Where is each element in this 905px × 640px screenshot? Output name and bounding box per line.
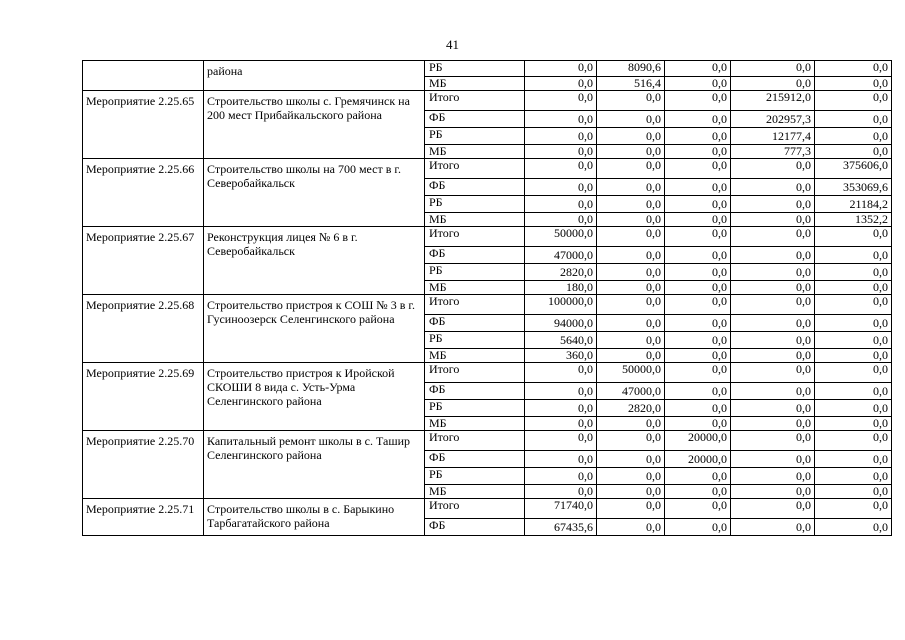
measure-name-cell: Реконструкция лицея № 6 в г. Северобайкальск — [204, 227, 425, 295]
amount-cell: 0,0 — [815, 247, 892, 264]
amount-cell: 0,0 — [597, 315, 665, 332]
amount-cell: 0,0 — [815, 519, 892, 536]
amount-cell: 0,0 — [815, 227, 892, 247]
amount-cell: 0,0 — [597, 111, 665, 128]
amount-cell: 375606,0 — [815, 159, 892, 179]
amount-cell: 0,0 — [731, 213, 815, 227]
amount-cell: 0,0 — [665, 295, 731, 315]
amount-cell: 0,0 — [815, 383, 892, 400]
amount-cell: 0,0 — [525, 91, 597, 111]
amount-cell: 0,0 — [525, 213, 597, 227]
amount-cell: 0,0 — [597, 227, 665, 247]
amount-cell: 0,0 — [597, 519, 665, 536]
amount-cell: 0,0 — [597, 417, 665, 431]
amount-cell: 47000,0 — [525, 247, 597, 264]
amount-cell: 0,0 — [665, 145, 731, 159]
funding-source-cell: ФБ — [425, 383, 525, 400]
amount-cell: 0,0 — [815, 485, 892, 499]
amount-cell: 1352,2 — [815, 213, 892, 227]
amount-cell: 777,3 — [731, 145, 815, 159]
amount-cell: 50000,0 — [525, 227, 597, 247]
table-row — [83, 295, 892, 315]
table-row — [83, 159, 892, 179]
funding-source-cell: Итого — [425, 499, 525, 519]
amount-cell: 0,0 — [597, 451, 665, 468]
amount-cell: 0,0 — [665, 281, 731, 295]
funding-source-cell: ФБ — [425, 247, 525, 264]
measure-code-cell: Мероприятие 2.25.68 — [83, 295, 204, 363]
measure-code-cell: Мероприятие 2.25.66 — [83, 159, 204, 227]
measure-name-cell: Строительство школы в с. Барыкино Тарбагатайского района — [204, 499, 425, 536]
amount-cell: 0,0 — [525, 468, 597, 485]
amount-cell: 20000,0 — [665, 451, 731, 468]
amount-cell: 8090,6 — [597, 61, 665, 77]
amount-cell: 0,0 — [731, 485, 815, 499]
table-row — [83, 227, 892, 247]
funding-source-cell: МБ — [425, 417, 525, 431]
amount-cell: 0,0 — [665, 213, 731, 227]
amount-cell: 0,0 — [665, 77, 731, 91]
measure-name-cell: Капитальный ремонт школы в с. Ташир Селенгинского района — [204, 431, 425, 499]
amount-cell: 0,0 — [665, 111, 731, 128]
amount-cell: 0,0 — [597, 264, 665, 281]
amount-cell: 0,0 — [665, 468, 731, 485]
amount-cell: 0,0 — [815, 111, 892, 128]
amount-cell: 0,0 — [597, 128, 665, 145]
amount-cell: 0,0 — [665, 332, 731, 349]
funding-source-cell: Итого — [425, 91, 525, 111]
amount-cell: 215912,0 — [731, 91, 815, 111]
amount-cell: 0,0 — [815, 91, 892, 111]
table-row — [83, 499, 892, 519]
amount-cell: 0,0 — [815, 145, 892, 159]
amount-cell: 0,0 — [525, 111, 597, 128]
amount-cell: 0,0 — [665, 499, 731, 519]
table-row — [83, 431, 892, 451]
amount-cell: 0,0 — [731, 315, 815, 332]
amount-cell: 353069,6 — [815, 179, 892, 196]
amount-cell: 0,0 — [525, 431, 597, 451]
amount-cell: 0,0 — [815, 332, 892, 349]
amount-cell: 0,0 — [597, 179, 665, 196]
amount-cell: 180,0 — [525, 281, 597, 295]
amount-cell: 12177,4 — [731, 128, 815, 145]
funding-source-cell: РБ — [425, 128, 525, 145]
amount-cell: 0,0 — [815, 400, 892, 417]
measure-name-cell: Строительство школы с. Гремячинск на 200 мест Прибайкальского района — [204, 91, 425, 159]
amount-cell: 0,0 — [731, 332, 815, 349]
amount-cell: 0,0 — [525, 61, 597, 77]
funding-source-cell: МБ — [425, 145, 525, 159]
amount-cell: 0,0 — [525, 363, 597, 383]
funding-source-cell: РБ — [425, 332, 525, 349]
amount-cell: 0,0 — [815, 349, 892, 363]
amount-cell: 0,0 — [665, 315, 731, 332]
amount-cell: 0,0 — [731, 451, 815, 468]
amount-cell: 0,0 — [665, 349, 731, 363]
amount-cell: 0,0 — [665, 383, 731, 400]
measure-code-cell: Мероприятие 2.25.71 — [83, 499, 204, 536]
amount-cell: 0,0 — [815, 499, 892, 519]
amount-cell: 0,0 — [665, 179, 731, 196]
amount-cell: 0,0 — [731, 159, 815, 179]
amount-cell: 50000,0 — [597, 363, 665, 383]
amount-cell: 0,0 — [665, 196, 731, 213]
funding-source-cell: Итого — [425, 159, 525, 179]
amount-cell: 0,0 — [525, 145, 597, 159]
amount-cell: 0,0 — [665, 264, 731, 281]
funding-source-cell: МБ — [425, 485, 525, 499]
funding-source-cell: РБ — [425, 61, 525, 77]
amount-cell: 0,0 — [665, 519, 731, 536]
funding-source-cell: РБ — [425, 468, 525, 485]
amount-cell: 0,0 — [731, 179, 815, 196]
amount-cell: 0,0 — [731, 383, 815, 400]
amount-cell: 0,0 — [597, 332, 665, 349]
amount-cell: 0,0 — [731, 264, 815, 281]
amount-cell: 5640,0 — [525, 332, 597, 349]
amount-cell: 202957,3 — [731, 111, 815, 128]
amount-cell: 0,0 — [597, 247, 665, 264]
amount-cell: 0,0 — [665, 247, 731, 264]
amount-cell: 0,0 — [815, 128, 892, 145]
table-row — [83, 363, 892, 383]
amount-cell: 0,0 — [597, 159, 665, 179]
funding-source-cell: Итого — [425, 227, 525, 247]
budget-table — [82, 60, 892, 536]
funding-source-cell: ФБ — [425, 111, 525, 128]
amount-cell: 0,0 — [731, 295, 815, 315]
amount-cell: 0,0 — [731, 227, 815, 247]
amount-cell: 0,0 — [815, 417, 892, 431]
amount-cell: 0,0 — [597, 485, 665, 499]
amount-cell: 0,0 — [525, 159, 597, 179]
funding-source-cell: Итого — [425, 431, 525, 451]
amount-cell: 0,0 — [597, 91, 665, 111]
amount-cell: 0,0 — [731, 468, 815, 485]
amount-cell: 0,0 — [731, 519, 815, 536]
amount-cell: 100000,0 — [525, 295, 597, 315]
funding-source-cell: МБ — [425, 213, 525, 227]
funding-source-cell: ФБ — [425, 451, 525, 468]
amount-cell: 67435,6 — [525, 519, 597, 536]
amount-cell: 0,0 — [665, 128, 731, 145]
amount-cell: 0,0 — [731, 247, 815, 264]
amount-cell: 0,0 — [731, 281, 815, 295]
amount-cell: 0,0 — [525, 400, 597, 417]
amount-cell: 0,0 — [815, 363, 892, 383]
measure-code-cell: Мероприятие 2.25.67 — [83, 227, 204, 295]
page-number: 41 — [446, 37, 459, 52]
amount-cell: 0,0 — [597, 295, 665, 315]
measure-code-cell: Мероприятие 2.25.69 — [83, 363, 204, 431]
amount-cell: 0,0 — [665, 400, 731, 417]
amount-cell: 0,0 — [665, 91, 731, 111]
measure-name-cell: Строительство пристроя к СОШ № 3 в г. Гусиноозерск Селенгинского района — [204, 295, 425, 363]
funding-source-cell: РБ — [425, 264, 525, 281]
amount-cell: 0,0 — [815, 295, 892, 315]
amount-cell: 21184,2 — [815, 196, 892, 213]
measure-name-cell: Строительство школы на 700 мест в г. Северобайкальск — [204, 159, 425, 227]
funding-source-cell: ФБ — [425, 315, 525, 332]
funding-source-cell: ФБ — [425, 179, 525, 196]
measure-code-cell — [83, 61, 204, 91]
amount-cell: 0,0 — [731, 61, 815, 77]
amount-cell: 0,0 — [815, 315, 892, 332]
amount-cell: 0,0 — [731, 196, 815, 213]
amount-cell: 0,0 — [815, 264, 892, 281]
amount-cell: 0,0 — [597, 468, 665, 485]
amount-cell: 0,0 — [525, 196, 597, 213]
amount-cell: 2820,0 — [525, 264, 597, 281]
amount-cell: 0,0 — [731, 349, 815, 363]
amount-cell: 516,4 — [597, 77, 665, 91]
amount-cell: 0,0 — [665, 159, 731, 179]
amount-cell: 0,0 — [731, 400, 815, 417]
amount-cell: 0,0 — [731, 499, 815, 519]
measure-name-cell: района — [204, 61, 425, 91]
amount-cell: 0,0 — [815, 431, 892, 451]
amount-cell: 20000,0 — [665, 431, 731, 451]
amount-cell: 0,0 — [665, 363, 731, 383]
budget-table-body — [83, 61, 892, 536]
amount-cell: 0,0 — [815, 451, 892, 468]
funding-source-cell: Итого — [425, 363, 525, 383]
amount-cell: 360,0 — [525, 349, 597, 363]
funding-source-cell: МБ — [425, 281, 525, 295]
funding-source-cell: РБ — [425, 400, 525, 417]
table-row — [83, 61, 892, 77]
measure-code-cell: Мероприятие 2.25.70 — [83, 431, 204, 499]
amount-cell: 0,0 — [525, 77, 597, 91]
amount-cell: 0,0 — [665, 485, 731, 499]
amount-cell: 0,0 — [731, 77, 815, 91]
funding-source-cell: Итого — [425, 295, 525, 315]
funding-source-cell: МБ — [425, 349, 525, 363]
table-row — [83, 91, 892, 111]
amount-cell: 0,0 — [525, 383, 597, 400]
amount-cell: 0,0 — [597, 196, 665, 213]
amount-cell: 94000,0 — [525, 315, 597, 332]
amount-cell: 0,0 — [525, 417, 597, 431]
funding-source-cell: ФБ — [425, 519, 525, 536]
amount-cell: 0,0 — [597, 499, 665, 519]
measure-code-cell: Мероприятие 2.25.65 — [83, 91, 204, 159]
funding-source-cell: МБ — [425, 77, 525, 91]
funding-source-cell: РБ — [425, 196, 525, 213]
amount-cell: 0,0 — [525, 485, 597, 499]
amount-cell: 0,0 — [525, 128, 597, 145]
amount-cell: 0,0 — [525, 451, 597, 468]
amount-cell: 0,0 — [815, 468, 892, 485]
amount-cell: 0,0 — [731, 363, 815, 383]
amount-cell: 0,0 — [665, 61, 731, 77]
amount-cell: 0,0 — [731, 417, 815, 431]
amount-cell: 71740,0 — [525, 499, 597, 519]
amount-cell: 0,0 — [731, 431, 815, 451]
amount-cell: 0,0 — [815, 77, 892, 91]
amount-cell: 2820,0 — [597, 400, 665, 417]
amount-cell: 0,0 — [815, 281, 892, 295]
amount-cell: 0,0 — [665, 417, 731, 431]
amount-cell: 0,0 — [597, 431, 665, 451]
amount-cell: 0,0 — [597, 281, 665, 295]
amount-cell: 0,0 — [597, 213, 665, 227]
amount-cell: 47000,0 — [597, 383, 665, 400]
amount-cell: 0,0 — [597, 145, 665, 159]
measure-name-cell: Строительство пристроя к Иройской СКОШИ 8 вида с. Усть-Урма Селенгинского района — [204, 363, 425, 431]
amount-cell: 0,0 — [525, 179, 597, 196]
amount-cell: 0,0 — [815, 61, 892, 77]
amount-cell: 0,0 — [597, 349, 665, 363]
amount-cell: 0,0 — [665, 227, 731, 247]
